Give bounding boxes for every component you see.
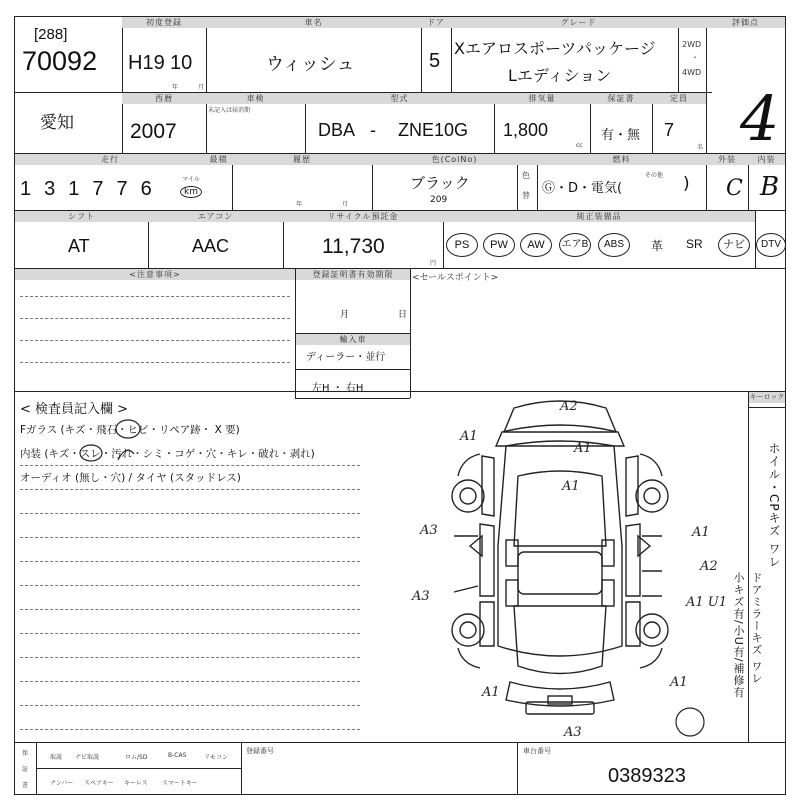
history-nen: 年 (296, 201, 303, 208)
sales-point-label: <セールスポイント> (412, 273, 499, 283)
damage-mark: A1 (482, 685, 500, 700)
equipment-label: 純正装備品 (443, 211, 755, 222)
spec-spare-key: スペアキー (84, 780, 114, 787)
damage-mark: A3 (420, 523, 438, 538)
import-label: 輸入車 (296, 334, 410, 345)
yen-unit: 円 (430, 260, 437, 267)
damage-mark: A3 (412, 589, 430, 604)
equip-navi: ナビ (718, 233, 750, 257)
equip-airbag: エアB (559, 233, 591, 257)
spec-smart-key: スマートキー (162, 780, 198, 787)
equip-abs: ABS (598, 233, 630, 257)
shift-label: シフト (15, 211, 148, 222)
mileage-digit: 1 (20, 178, 45, 200)
grade-line2: Lエディション (508, 66, 612, 85)
door-label: ドア (421, 17, 451, 28)
equip-ps: PS (446, 233, 478, 257)
ac-label: エアコン (148, 211, 283, 222)
door-count: 5 (429, 50, 441, 72)
damage-mark: A1 (670, 675, 688, 690)
side-note-scratch: 小キズ有/小U有/補修有 (732, 572, 745, 699)
mileage-digit: 6 (140, 178, 165, 200)
model-code: ZNE10G (398, 120, 469, 140)
model-dash: - (370, 120, 376, 140)
steering-side: 左H ・ 右H (312, 383, 364, 394)
cert-label: 登録証明書有効期限 (296, 269, 410, 280)
damage-mark: A3 (564, 725, 582, 740)
equip-aw: AW (520, 233, 552, 257)
damage-mark: A1 (460, 429, 478, 444)
chassis-number: 0389323 (608, 765, 686, 787)
maxload-label: 最積 (205, 154, 232, 165)
capacity-label: 定員 (652, 93, 706, 104)
note-audio-tire: オーディオ (無し・穴) / タイヤ (スタッドレス) (20, 472, 241, 484)
region: 愛知 (40, 113, 74, 133)
damage-mark: A2 (700, 559, 718, 574)
interior-grade: B (760, 172, 780, 202)
spec-navi-manual: ナビ取説 (75, 754, 100, 761)
bottom-side-1: 保 (22, 750, 29, 757)
import-dealer: ディーラー・並行 (306, 352, 386, 363)
warranty-choice: 有・無 (601, 128, 641, 143)
damage-mark: A1 U1 (686, 595, 728, 610)
first-reg-month: 10 (170, 52, 193, 74)
damage-mark: A1 (692, 525, 710, 540)
inspect-label: 車検 (206, 93, 305, 104)
km-unit: km (180, 186, 202, 198)
mileage-digit: 7 (92, 178, 117, 200)
damage-mark: A1 (574, 441, 592, 456)
cert-month: 月 (340, 310, 350, 320)
spec-rom-sd: ロム/SD (125, 754, 148, 761)
mileage-digit: 3 (44, 178, 69, 200)
interior-label: 内装 (748, 154, 785, 165)
chassis-label: 車台番号 (523, 747, 551, 755)
mileage-label: 走行 (15, 154, 205, 165)
nen-unit: 年 (172, 84, 179, 91)
fuel-label: 燃料 (537, 154, 706, 165)
first-reg-label: 初度登録 (122, 17, 206, 28)
color-label: 色(ColNo) (372, 154, 537, 165)
equip-sunroof: SR (686, 237, 703, 251)
color-side2: 替 (522, 191, 530, 200)
exterior-grade: C (726, 176, 743, 201)
model-prefix: DBA (318, 120, 356, 140)
warranty-label: 保証書 (590, 93, 652, 104)
first-reg-era: H19 (128, 52, 165, 74)
year-label: 西暦 (122, 93, 206, 104)
history-label: 履歴 (232, 154, 372, 165)
cert-day: 日 (398, 310, 408, 320)
history-tsuki: 月 (342, 201, 349, 208)
shift-value: AT (68, 236, 90, 256)
exterior-label: 外装 (706, 154, 748, 165)
equip-leather: 革 (651, 239, 664, 253)
cc-unit: cc (576, 142, 583, 149)
note-interior: 内装 (キズ・スレ・汚れ・シミ・コゲ・穴・キレ・破れ・剥れ) (20, 448, 315, 460)
spec-manual: 取説 (50, 754, 63, 761)
color-number: 209 (430, 195, 448, 205)
tsuki-unit: 月 (198, 84, 205, 91)
lot-code: [288] (34, 26, 68, 43)
displacement: 1,800 (503, 120, 549, 140)
rating-label: 評価点 (706, 17, 785, 28)
drive-2wd: 2WD (682, 40, 702, 49)
car-diagram (410, 396, 728, 742)
inspector-heading: < 検査員記入欄 > (20, 402, 129, 417)
side-note-mirror: ドアミラーキズ ワレ (750, 572, 763, 685)
mile-unit: マイル (182, 176, 200, 183)
type-label: 型式 (305, 93, 494, 104)
equip-dtv: DTV (756, 233, 786, 257)
note-windshield: Fガラス (キズ・飛石・ヒビ・リペア跡・ X 要) (20, 424, 240, 436)
drive-dot: ・ (691, 53, 699, 62)
fuel-type: Ⓖ・D・電気( (542, 181, 623, 196)
damage-mark: A2 (560, 399, 578, 414)
mileage-digit: 1 (68, 178, 93, 200)
spec-keyless: キーレス (124, 780, 148, 787)
capacity: 7 (664, 120, 675, 140)
spec-bcas: B-CAS (168, 752, 187, 759)
capacity-unit: 名 (697, 144, 704, 151)
ac-value: AAC (192, 236, 230, 256)
spec-remote: リモコン (204, 754, 229, 761)
reg-year: 2007 (130, 120, 177, 143)
equip-pw: PW (483, 233, 515, 257)
drive-4wd: 4WD (682, 68, 702, 77)
fuel-other-label: その他 (645, 172, 664, 179)
serial-label: 登録番号 (246, 747, 274, 755)
grade-label: グレード (451, 17, 706, 28)
inspect-note: 未記入は抹消期 (208, 107, 251, 114)
color-name: ブラック (410, 174, 470, 192)
fuel-close: ) (683, 174, 690, 194)
model-name-label: 車名 (206, 17, 421, 28)
displacement-label: 排気量 (494, 93, 590, 104)
lot-number: 70092 (22, 46, 98, 76)
bottom-side-3: 書 (22, 782, 29, 789)
recycle-label: リサイクル預託金 (283, 211, 443, 222)
rating-handwritten: 4 (740, 82, 780, 155)
caution-label: <注意事項> (15, 269, 295, 280)
keylock-label: キーロック (749, 393, 785, 401)
side-note-wheel: ホイル・CPキズ ワレ (767, 442, 781, 569)
bottom-side-2: 証 (22, 766, 29, 773)
color-side1: 色 (522, 171, 530, 180)
mileage-digit: 7 (116, 178, 141, 200)
spec-number: ナンバー (50, 780, 74, 787)
grade-line1: Xエアロスポーツパッケージ (454, 39, 656, 58)
model-name: ウィッシュ (266, 54, 355, 74)
recycle-fee: 11,730 (322, 235, 385, 258)
damage-mark: A1 (562, 479, 580, 494)
